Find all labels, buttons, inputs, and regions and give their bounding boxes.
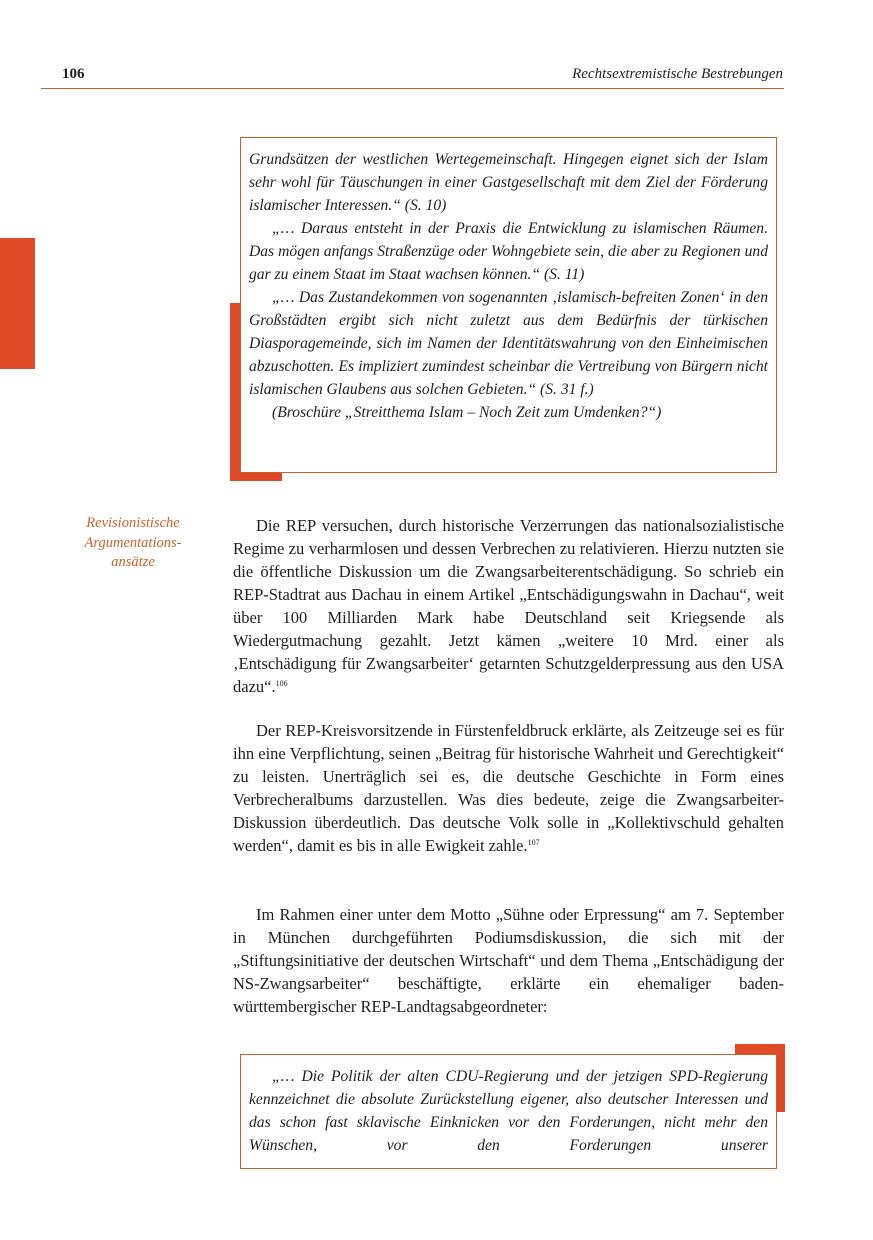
body-text: Der REP-Kreisvorsitzende in Fürstenfeldbruck erklärte, als Zeitzeuge sei es für ihn eine Verpflichtung, seinen „Beitrag für historische Wahrheit und Gerechtigkeit“ zu leisten. Unerträglich sei es, die deutsche Geschichte in Form eines Verbrecheralbums darzustellen. Was dies bedeute, zeige die Zwangsarbeiter-Diskussion überdeutlich. Das deutsche Volk solle in „Kollektivschuld gehalten werden“, damit es bis in alle Ewigkeit zahle. [233,721,784,855]
margin-note-line: ansätze [111,554,155,570]
quote-paragraph: „… Das Zustandekommen von sogenannten ‚islamisch-befreiten Zonen‘ in den Großstädten ergibt sich nicht zuletzt aus dem Bedürfnis der türkischen Diasporagemeinde, sich im Namen der Identitätswahrung von den Einheimischen abzuschotten. Es impliziert zumindest scheinbar die Vertreibung von Bürgern nicht islamischen Glaubens aus solchen Gebieten.“ (S. 31 f.) [249,289,768,398]
margin-note [60,514,206,573]
quote-source: (Broschüre „Streitthema Islam – Noch Zeit zum Umdenken?“) [272,404,662,421]
footnote-ref: 107 [527,838,540,847]
body-text: Die REP versuchen, durch historische Verzerrungen das nationalsozialistische Regime zu verharmlosen und dessen Verbrechen zu relativieren. Hierzu nutzten sie die öffentliche Diskussion um die Zwangsarbeiterentschädigung. So schrieb ein REP-Stadtrat aus Dachau in einem Artikel „Entschädigungswahn in Dachau“, weit über 100 Milliarden Mark habe Deutschland seit Kriegsende als Wiedergutmachung gezahlt. Jetzt kämen „weitere 10 Mrd. einer als ‚Entschädigung für Zwangsarbeiter‘ getarnten Schutzgelderpressung aus den USA dazu“. [233,516,784,696]
header-rule [41,88,784,89]
quote-paragraph: Grundsätzen der westlichen Wertegemeinschaft. Hingegen eignet sich der Islam sehr wohl für Täuschungen in einer Gastgesellschaft mit dem Ziel der Förderung islamischer Interessen.“ (S. 10) [249,151,768,214]
quote-paragraph: „… Die Politik der alten CDU-Regierung und der jetzigen SPD-Regierung kennzeichnet die absolute Zurückstellung eigener, also deutscher Interessen und das schon fast sklavische Einknicken vor den Forderungen, nicht mehr den Wünschen, vor den Forderungen unserer [249,1068,768,1154]
chapter-tab-marker [0,238,35,369]
body-paragraph-3 [233,903,784,1018]
body-paragraph-1 [233,514,784,698]
footnote-ref: 106 [275,679,288,688]
body-paragraph-2 [233,719,784,857]
margin-note-line: Argumentations- [84,534,182,551]
quote-box-rep-speech [240,1054,777,1169]
margin-note-line: Revisionistische [86,515,180,531]
running-title: Rechtsextremistische Bestrebungen [572,66,783,82]
page-number: 106 [62,66,85,82]
quote-paragraph: „… Daraus entsteht in der Praxis die Entwicklung zu islamischen Räumen. Das mögen anfangs Straßenzüge oder Wohngebiete sein, die aber zu Regionen und gar zu einem Staat im Staat wachsen können.“ (S. 11) [249,220,768,283]
body-text: Im Rahmen einer unter dem Motto „Sühne oder Erpressung“ am 7. September in München durchgeführten Podiumsdiskussion, die sich mit der „Stiftungsinitiative der deutschen Wirtschaft“ und dem Thema „Entschädigung der NS-Zwangsarbeiter“ beschäftigte, erklärte ein ehemaliger baden-württembergischer REP-Landtagsabgeordneter: [233,905,784,1016]
quote-box-islam [240,137,777,473]
